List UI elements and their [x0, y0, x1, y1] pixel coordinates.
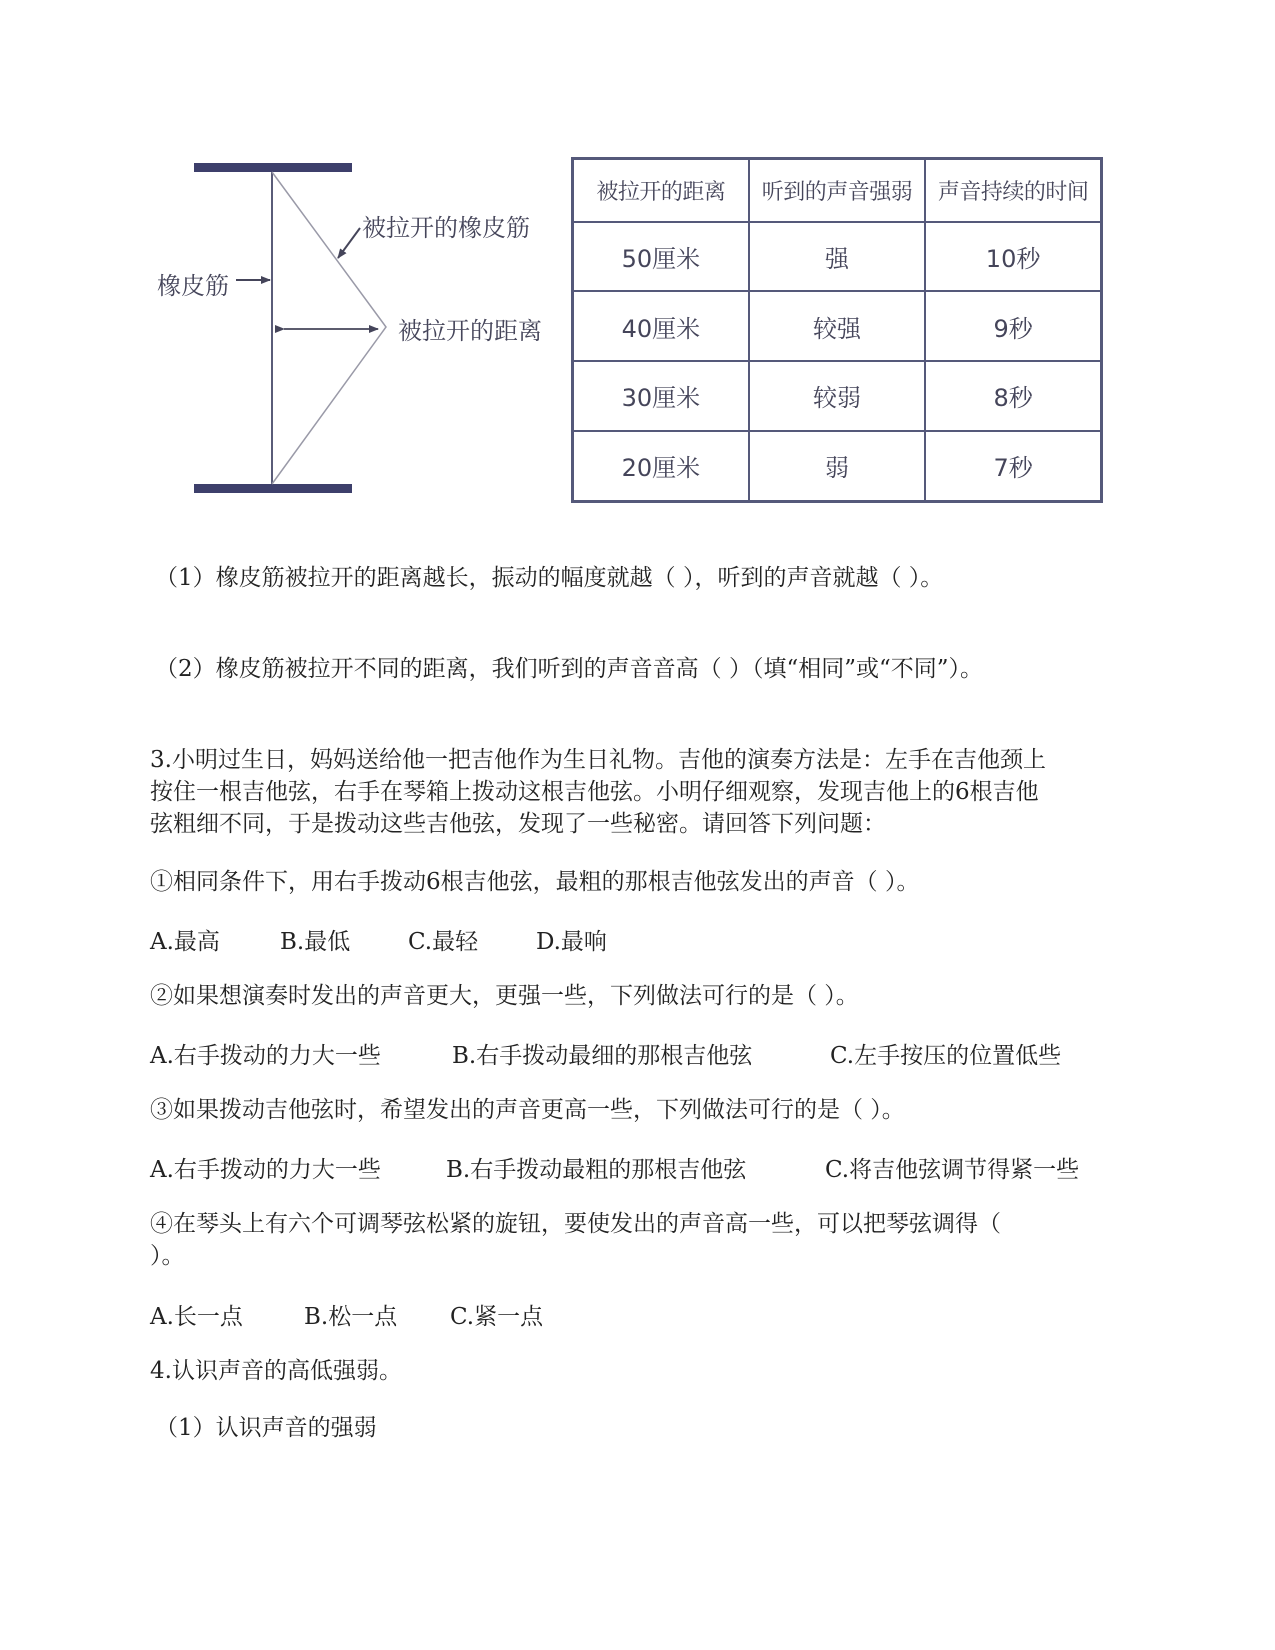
table-cell: 20厘米	[573, 431, 749, 502]
q3-subquestion-4-line-1: ④在琴头上有六个可调琴弦松紧的旋钮，要使发出的声音高一些，可以把琴弦调得（	[150, 1211, 1001, 1237]
table-row	[573, 291, 1102, 361]
distance-label: 被拉开的距离	[398, 317, 542, 345]
experiment-data-table	[571, 157, 1103, 503]
q3-1-option-d: D.最响	[536, 929, 607, 955]
q3-4-option-a: A.长一点	[150, 1304, 243, 1330]
q3-3-option-a: A.右手拨动的力大一些	[150, 1157, 381, 1183]
stretched-band-label-arrow	[338, 228, 360, 258]
q3-4-option-c: C.紧一点	[450, 1304, 544, 1330]
band-label: 橡皮筋	[157, 272, 229, 300]
q3-3-option-c: C.将吉他弦调节得紧一些	[825, 1157, 1080, 1183]
q3-1-option-a: A.最高	[150, 929, 220, 955]
q3-1-option-b: B.最低	[280, 929, 351, 955]
q3-2-option-c: C.左手按压的位置低些	[830, 1043, 1062, 1069]
q2-subquestion-2: （2）橡皮筋被拉开不同的距离，我们听到的声音音高（ ）（填“相同”或“不同”）。	[155, 656, 983, 682]
table-row	[573, 361, 1102, 431]
q3-subquestion-2: ②如果想演奏时发出的声音更大，更强一些，下列做法可行的是（ ）。	[150, 983, 859, 1009]
q3-2-option-a: A.右手拨动的力大一些	[150, 1043, 381, 1069]
table-cell: 较强	[749, 291, 925, 361]
table-cell: 7秒	[925, 431, 1101, 502]
table-cell: 8秒	[925, 361, 1101, 431]
q3-1-option-c: C.最轻	[408, 929, 479, 955]
table-cell: 强	[749, 222, 925, 292]
q3-3-option-b: B.右手拨动最粗的那根吉他弦	[446, 1157, 747, 1183]
stretched-band-label: 被拉开的橡皮筋	[362, 214, 530, 242]
table-cell: 弱	[749, 431, 925, 502]
table-cell: 50厘米	[573, 222, 749, 292]
top-clamp-bar	[194, 163, 352, 172]
table-header-cell: 听到的声音强弱	[749, 159, 925, 222]
table-header-cell: 声音持续的时间	[925, 159, 1101, 222]
q3-4-option-b: B.松一点	[304, 1304, 398, 1330]
table-header-cell: 被拉开的距离	[573, 159, 749, 222]
table-header-row	[573, 159, 1102, 222]
q4-stem: 4.认识声音的高低强弱。	[150, 1358, 402, 1384]
q2-subquestion-1: （1）橡皮筋被拉开的距离越长，振动的幅度就越（ ），听到的声音就越（ ）。	[155, 565, 944, 591]
q3-stem-line-2: 按住一根吉他弦，右手在琴箱上拨动这根吉他弦。小明仔细观察，发现吉他上的6根吉他	[150, 779, 1039, 805]
q3-subquestion-3: ③如果拨动吉他弦时，希望发出的声音更高一些，下列做法可行的是（ ）。	[150, 1097, 905, 1123]
q4-subquestion-1: （1）认识声音的强弱	[155, 1415, 377, 1441]
bottom-clamp-bar	[194, 484, 352, 493]
q3-stem-line-1: 3.小明过生日，妈妈送给他一把吉他作为生日礼物。吉他的演奏方法是：左手在吉他颈上	[150, 747, 1046, 773]
table-cell: 较弱	[749, 361, 925, 431]
q3-stem-line-3: 弦粗细不同，于是拨动这些吉他弦，发现了一些秘密。请回答下列问题：	[150, 811, 886, 837]
q3-subquestion-4-line-2: ）。	[150, 1243, 185, 1269]
q3-2-option-b: B.右手拨动最细的那根吉他弦	[452, 1043, 753, 1069]
table-cell: 40厘米	[573, 291, 749, 361]
table-cell: 9秒	[925, 291, 1101, 361]
table-cell: 30厘米	[573, 361, 749, 431]
table-row	[573, 222, 1102, 292]
table-row	[573, 431, 1102, 502]
table-cell: 10秒	[925, 222, 1101, 292]
q3-subquestion-1: ①相同条件下，用右手拨动6根吉他弦，最粗的那根吉他弦发出的声音（ ）。	[150, 869, 920, 895]
